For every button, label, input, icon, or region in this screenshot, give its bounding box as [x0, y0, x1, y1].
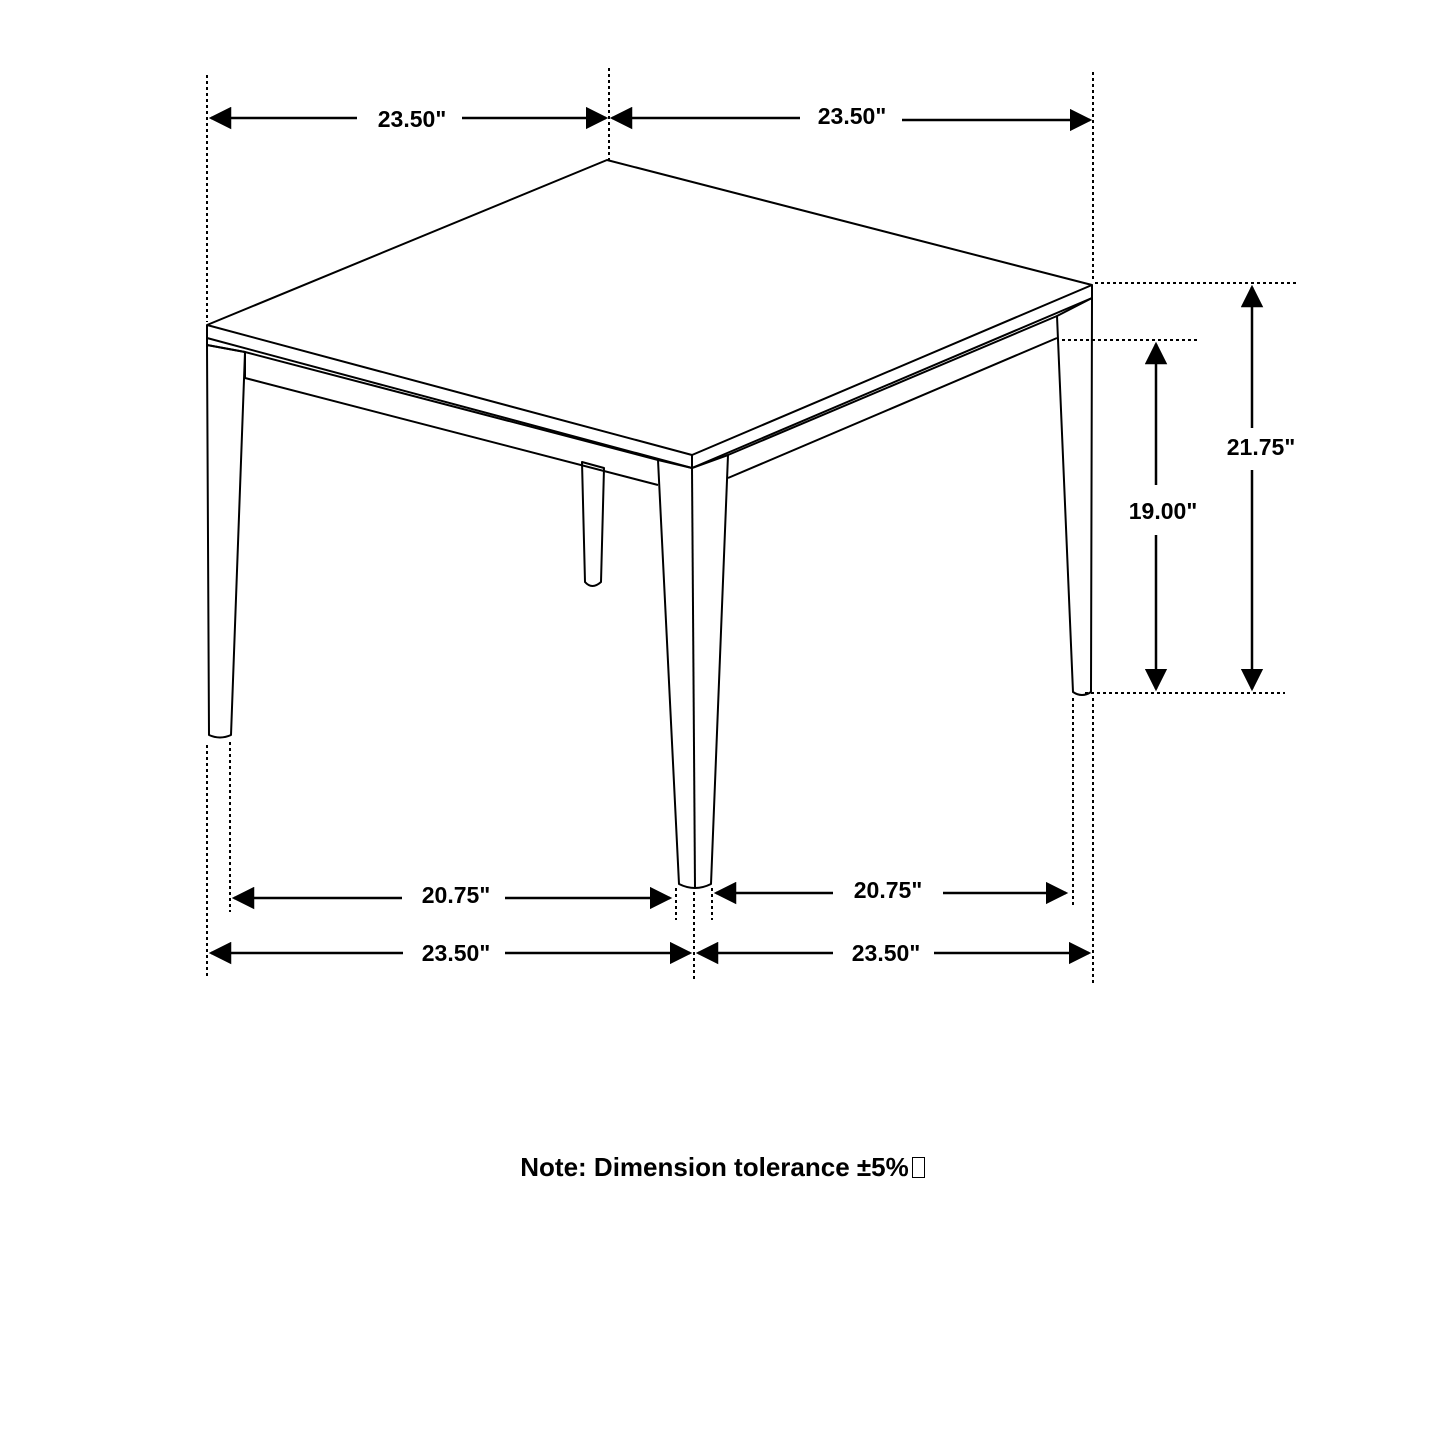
leg-front-edge — [692, 468, 695, 888]
apron-right — [728, 316, 1057, 455]
label-top-right-depth: 23.50" — [817, 103, 887, 129]
extension-lines — [207, 68, 1298, 985]
label-overall-height: 21.75" — [1226, 434, 1296, 460]
apron-left-bottom — [245, 378, 658, 485]
dimension-tolerance-note — [0, 1152, 1445, 1183]
label-inner-right: 20.75" — [853, 877, 923, 903]
label-bottom-right: 23.50" — [851, 940, 921, 966]
tabletop-left-edge — [207, 325, 692, 468]
tabletop — [207, 160, 1092, 455]
apron-right-bottom — [728, 338, 1057, 478]
leg-right — [1057, 298, 1092, 695]
tabletop-right-edge — [692, 285, 1092, 468]
note-text: Note: Dimension tolerance ±5% — [520, 1152, 909, 1182]
dimension-labels — [378, 103, 1295, 966]
leg-back — [582, 462, 604, 586]
leg-left — [207, 345, 245, 738]
label-bottom-left: 23.50" — [421, 940, 491, 966]
label-top-left-width: 23.50" — [377, 106, 447, 132]
dimension-lines — [211, 118, 1252, 953]
label-inner-left: 20.75" — [421, 882, 491, 908]
label-apron-clearance: 19.00" — [1128, 498, 1198, 524]
missing-glyph-box-icon — [912, 1157, 925, 1178]
table-drawing — [207, 160, 1092, 888]
